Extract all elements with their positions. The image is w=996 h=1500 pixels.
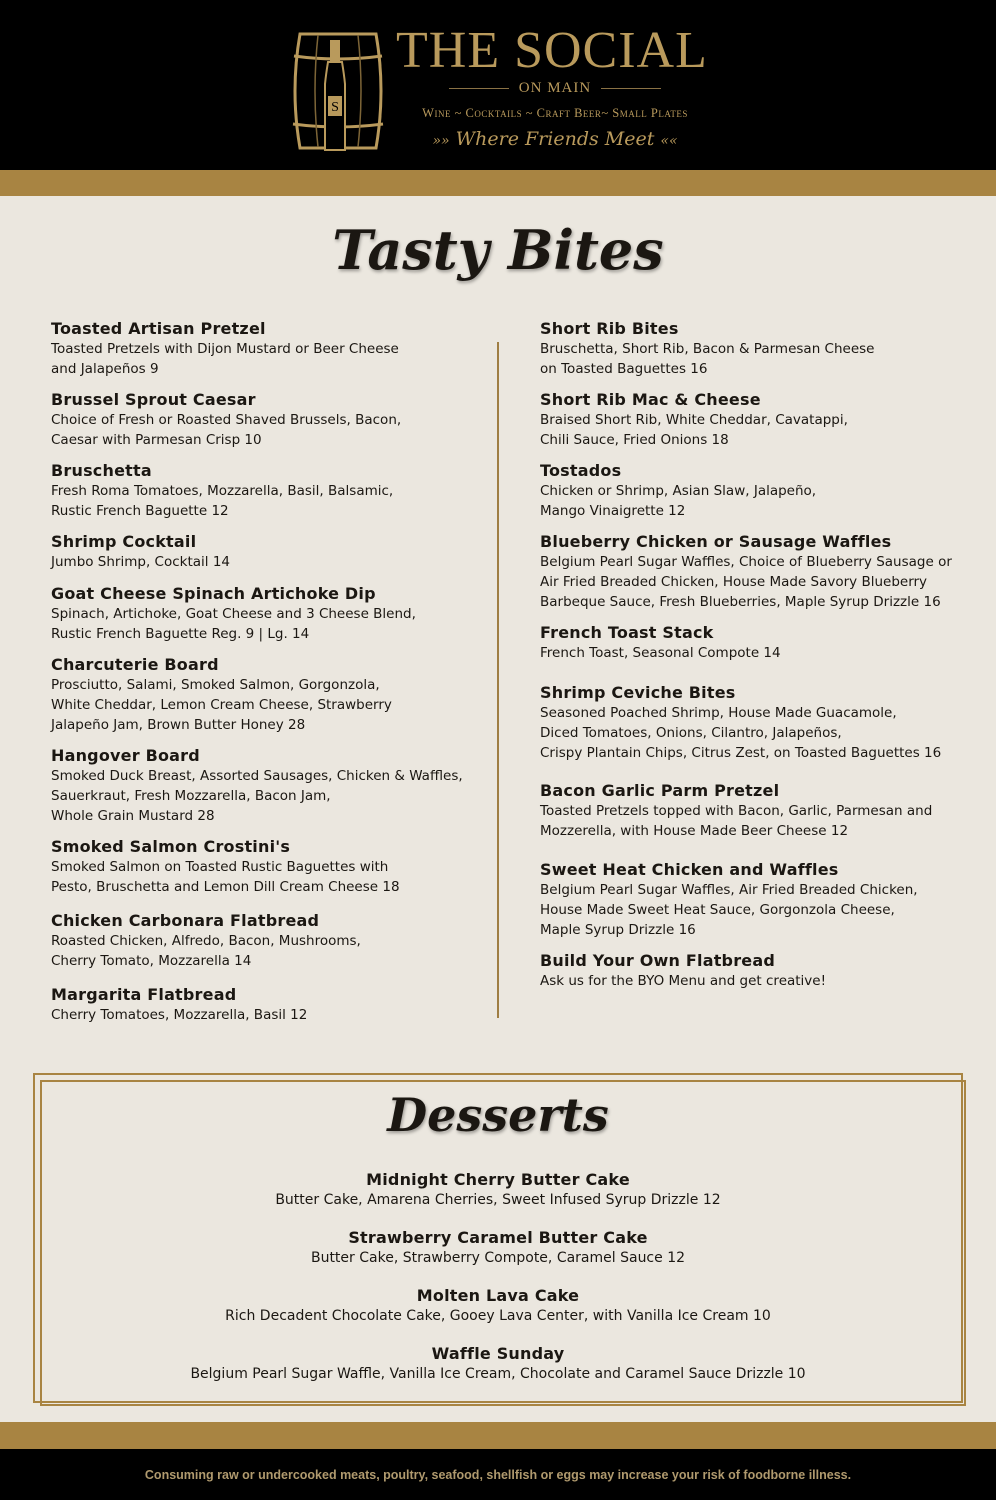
tasty-bites-title: Tasty Bites bbox=[332, 218, 664, 282]
top-gold-bar bbox=[0, 170, 996, 196]
menu-item bbox=[540, 780, 985, 841]
dessert-name: Strawberry Caramel Butter Cake bbox=[348, 1228, 648, 1247]
menu-item bbox=[51, 583, 496, 644]
logo-letter: S bbox=[331, 100, 339, 115]
dessert-item bbox=[0, 1343, 996, 1384]
dessert-item bbox=[0, 1169, 996, 1210]
menu-item-name: French Toast Stack bbox=[540, 623, 714, 642]
brand-tagline: Wine ~ Cocktails ~ Craft Beer~ Small Plates bbox=[422, 106, 688, 120]
menu-item-desc: Roasted Chicken, Alfredo, Bacon, Mushrooms, Cherry Tomato, Mozzarella 14 bbox=[51, 933, 361, 969]
menu-item-name: Goat Cheese Spinach Artichoke Dip bbox=[51, 584, 376, 603]
menu-item bbox=[51, 836, 496, 897]
menu-item bbox=[540, 460, 985, 521]
menu-item bbox=[540, 682, 985, 763]
menu-item-name: Tostados bbox=[540, 461, 622, 480]
menu-item bbox=[540, 531, 985, 612]
menu-item-name: Bacon Garlic Parm Pretzel bbox=[540, 781, 780, 800]
menu-item-desc: Belgium Pearl Sugar Waffles, Air Fried Breaded Chicken, House Made Sweet Heat Sauce, Gorgonzola Cheese, Maple Syrup Drizzle 16 bbox=[540, 882, 918, 938]
wheat-left-icon: »» bbox=[432, 133, 450, 149]
menu-item-name: Sweet Heat Chicken and Waffles bbox=[540, 860, 839, 879]
menu-item-name: Blueberry Chicken or Sausage Waffles bbox=[540, 532, 892, 551]
brand-subtitle bbox=[396, 80, 714, 97]
menu-item-name: Bruschetta bbox=[51, 461, 152, 480]
desserts-title: Desserts bbox=[387, 1088, 609, 1142]
menu-item-desc: Toasted Pretzels topped with Bacon, Garlic, Parmesan and Mozzerella, with House Made Beer Cheese 12 bbox=[540, 803, 933, 839]
menu-item-name: Chicken Carbonara Flatbread bbox=[51, 911, 320, 930]
dessert-desc: Butter Cake, Amarena Cherries, Sweet Infused Syrup Drizzle 12 bbox=[275, 1192, 721, 1208]
dessert-name: Midnight Cherry Butter Cake bbox=[366, 1170, 630, 1189]
menu-item bbox=[51, 389, 496, 450]
dessert-name: Waffle Sunday bbox=[431, 1344, 565, 1363]
menu-item-desc: French Toast, Seasonal Compote 14 bbox=[540, 645, 781, 661]
menu-item bbox=[540, 318, 985, 379]
menu-item bbox=[51, 318, 496, 379]
menu-item-desc: Fresh Roma Tomatoes, Mozzarella, Basil, Balsamic, Rustic French Baguette 12 bbox=[51, 483, 394, 519]
menu-item-name: Brussel Sprout Caesar bbox=[51, 390, 256, 409]
menu-item-desc: Bruschetta, Short Rib, Bacon & Parmesan Cheese on Toasted Baguettes 16 bbox=[540, 341, 875, 377]
menu-item-desc: Jumbo Shrimp, Cocktail 14 bbox=[51, 554, 231, 570]
menu-item-name: Charcuterie Board bbox=[51, 655, 219, 674]
menu-item-name: Toasted Artisan Pretzel bbox=[51, 319, 266, 338]
brand-title: THE SOCIAL bbox=[396, 22, 708, 79]
dessert-name: Molten Lava Cake bbox=[416, 1286, 580, 1305]
menu-item-desc: Ask us for the BYO Menu and get creative! bbox=[540, 973, 827, 989]
menu-item-desc: Braised Short Rib, White Cheddar, Cavatappi, Chili Sauce, Fried Onions 18 bbox=[540, 412, 848, 448]
menu-item bbox=[540, 950, 985, 991]
dessert-desc: Rich Decadent Chocolate Cake, Gooey Lava Center, with Vanilla Ice Cream 10 bbox=[225, 1308, 771, 1324]
menu-item bbox=[51, 984, 496, 1025]
dessert-item bbox=[0, 1285, 996, 1326]
dessert-item bbox=[0, 1227, 996, 1268]
menu-item-desc: Spinach, Artichoke, Goat Cheese and 3 Cheese Blend, Rustic French Baguette Reg. 9 | Lg. 14 bbox=[51, 606, 416, 642]
column-divider bbox=[497, 342, 499, 1018]
wheat-right-icon: «« bbox=[660, 133, 678, 149]
menu-item bbox=[51, 460, 496, 521]
menu-item bbox=[51, 910, 496, 971]
menu-item bbox=[540, 389, 985, 450]
menu-item-name: Short Rib Mac & Cheese bbox=[540, 390, 761, 409]
brand-slogan-text: Where Friends Meet bbox=[455, 128, 655, 150]
menu-item bbox=[540, 622, 985, 663]
menu-item-desc: Chicken or Shrimp, Asian Slaw, Jalapeño, Mango Vinaigrette 12 bbox=[540, 483, 817, 519]
menu-item-name: Shrimp Ceviche Bites bbox=[540, 683, 736, 702]
menu-item bbox=[51, 745, 496, 826]
menu-item-desc: Prosciutto, Salami, Smoked Salmon, Gorgonzola, White Cheddar, Lemon Cream Cheese, Strawberry Jalapeño Jam, Brown Butter Honey 28 bbox=[51, 677, 392, 733]
menu-item-name: Smoked Salmon Crostini's bbox=[51, 837, 291, 856]
foodborne-illness-notice: Consuming raw or undercooked meats, poultry, seafood, shellfish or eggs may increase your risk of foodborne illness. bbox=[144, 1468, 852, 1482]
dessert-desc: Butter Cake, Strawberry Compote, Caramel Sauce 12 bbox=[310, 1250, 686, 1266]
barrel-logo-icon bbox=[288, 26, 388, 156]
menu-item bbox=[540, 859, 985, 940]
menu-item-desc: Toasted Pretzels with Dijon Mustard or Beer Cheese and Jalapeños 9 bbox=[51, 341, 399, 377]
menu-item-desc: Cherry Tomatoes, Mozzarella, Basil 12 bbox=[51, 1007, 308, 1023]
brand-slogan bbox=[396, 128, 714, 150]
bottom-gold-bar bbox=[0, 1422, 996, 1449]
menu-item-name: Margarita Flatbread bbox=[51, 985, 237, 1004]
menu-item-name: Shrimp Cocktail bbox=[51, 532, 197, 551]
menu-item bbox=[51, 654, 496, 735]
menu-item-desc: Smoked Duck Breast, Assorted Sausages, Chicken & Waffles, Sauerkraut, Fresh Mozzarella, Bacon Jam, Whole Grain Mustard 28 bbox=[51, 768, 463, 824]
menu-item bbox=[51, 531, 496, 572]
dessert-desc: Belgium Pearl Sugar Waffle, Vanilla Ice Cream, Chocolate and Caramel Sauce Drizzle 10 bbox=[190, 1366, 806, 1382]
menu-item-name: Hangover Board bbox=[51, 746, 200, 765]
menu-item-name: Build Your Own Flatbread bbox=[540, 951, 775, 970]
brand-subtitle-text: ON MAIN bbox=[518, 80, 592, 96]
menu-item-desc: Choice of Fresh or Roasted Shaved Brussels, Bacon, Caesar with Parmesan Crisp 10 bbox=[51, 412, 402, 448]
menu-item-desc: Seasoned Poached Shrimp, House Made Guacamole, Diced Tomatoes, Onions, Cilantro, Jalapeños, Crispy Plantain Chips, Citrus Zest, on Toasted Baguettes 16 bbox=[540, 705, 942, 761]
menu-item-name: Short Rib Bites bbox=[540, 319, 679, 338]
menu-item-desc: Belgium Pearl Sugar Waffles, Choice of Blueberry Sausage or Air Fried Breaded Chicken, House Made Savory Blueberry Barbeque Sauce, Fresh Blueberries, Maple Syrup Drizzle 16 bbox=[540, 554, 952, 610]
menu-item-desc: Smoked Salmon on Toasted Rustic Baguettes with Pesto, Bruschetta and Lemon Dill Cream Cheese 18 bbox=[51, 859, 400, 895]
